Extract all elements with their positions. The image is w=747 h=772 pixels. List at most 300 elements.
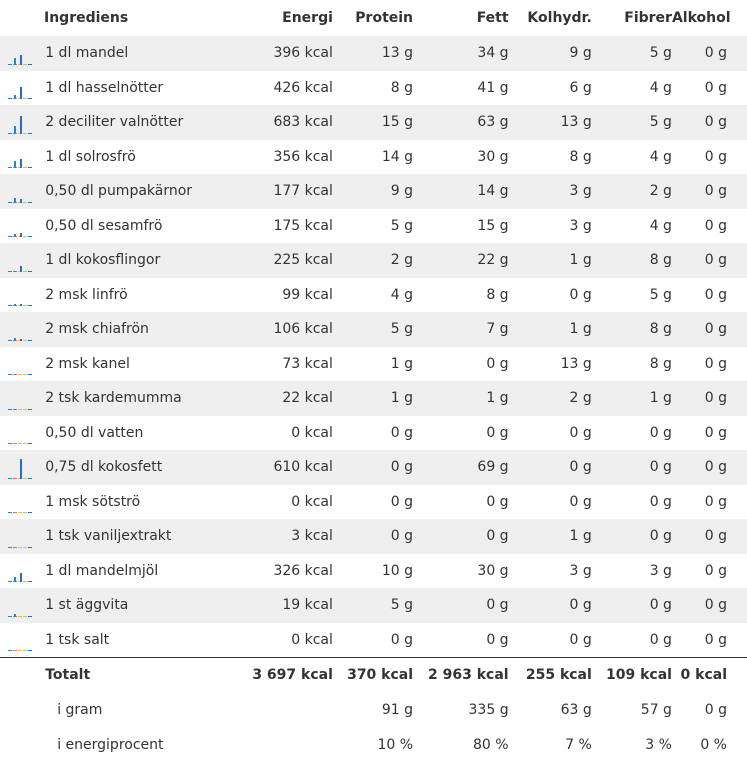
mini-chart-baseline	[23, 305, 27, 306]
percent-alcohol: 0 %	[700, 736, 727, 753]
mini-chart-baseline	[8, 581, 12, 582]
mini-chart-baseline	[18, 616, 22, 617]
percent-fat: 80 %	[473, 736, 509, 753]
table-row[interactable]	[0, 140, 747, 175]
mini-chart-baseline	[23, 271, 27, 272]
protein-bar	[14, 304, 16, 306]
fat-bar	[20, 159, 22, 168]
cell-protein: 8 g	[390, 79, 414, 96]
nutrient-mini-chart	[8, 491, 32, 513]
table-header	[0, 0, 747, 36]
cell-energy: 356 kcal	[273, 148, 333, 165]
cell-carbs: 3 g	[569, 217, 592, 234]
cell-carbs: 2 g	[569, 390, 592, 407]
mini-chart-baseline	[28, 443, 32, 444]
cell-fat: 15 g	[477, 217, 509, 234]
cell-carbs: 1 g	[569, 252, 592, 269]
ingredient-name[interactable]: 1 dl kokosflingor	[45, 252, 161, 269]
cell-alcohol: 0 g	[704, 286, 727, 303]
cell-alcohol: 0 g	[704, 183, 727, 200]
cell-fat: 0 g	[486, 631, 509, 648]
cell-carbs: 13 g	[560, 114, 592, 131]
mini-chart-baseline	[28, 581, 32, 582]
mini-chart-baseline	[23, 340, 27, 341]
mini-chart-baseline	[28, 512, 32, 513]
mini-chart-baseline	[23, 374, 27, 375]
fat-bar	[20, 199, 22, 203]
mini-chart-cell	[0, 588, 45, 623]
mini-chart-baseline	[13, 650, 17, 651]
table-row[interactable]	[0, 347, 747, 382]
nutrient-mini-chart	[8, 629, 32, 651]
mini-chart-baseline	[23, 616, 27, 617]
cell-fiber: 8 g	[649, 252, 672, 269]
header-fat[interactable]: Fett	[476, 10, 509, 26]
cell-energy: 106 kcal	[273, 321, 333, 338]
grams-protein: 91 g	[381, 702, 414, 719]
mini-chart-baseline	[13, 547, 17, 548]
ingredient-name[interactable]: 1 dl mandel	[45, 45, 129, 62]
totals-fiber: 109 kcal	[605, 667, 672, 684]
mini-chart-baseline	[13, 478, 17, 479]
mini-chart-baseline	[18, 443, 22, 444]
grams-fat: 335 g	[468, 702, 509, 719]
cell-alcohol: 0 g	[704, 597, 727, 614]
cell-fat: 30 g	[477, 562, 509, 579]
nutrient-mini-chart	[8, 422, 32, 444]
header-carbs[interactable]: Kolhydr.	[527, 10, 592, 26]
mini-chart-baseline	[28, 236, 32, 237]
mini-chart-baseline	[23, 581, 27, 582]
table-row[interactable]	[0, 71, 747, 106]
cell-energy: 3 kcal	[291, 528, 333, 545]
cell-fiber: 0 g	[649, 459, 672, 476]
cell-fat: 14 g	[477, 183, 509, 200]
cell-energy: 0 kcal	[291, 424, 333, 441]
mini-chart-baseline	[28, 64, 32, 65]
percent-protein: 10 %	[377, 736, 414, 753]
mini-chart-baseline	[23, 547, 27, 548]
cell-alcohol: 0 g	[704, 217, 727, 234]
mini-chart-baseline	[8, 202, 12, 203]
cell-energy: 396 kcal	[273, 45, 333, 62]
protein-bar	[14, 614, 16, 617]
mini-chart-baseline	[28, 409, 32, 410]
cell-fat: 30 g	[477, 148, 509, 165]
ingredient-name[interactable]: 2 msk chiafrön	[45, 321, 149, 338]
totals-carbs: 255 kcal	[525, 667, 592, 684]
cell-fiber: 4 g	[649, 148, 672, 165]
mini-chart-baseline	[23, 167, 27, 168]
cell-protein: 2 g	[390, 252, 414, 269]
header-fiber[interactable]: Fibrer	[624, 10, 672, 26]
table-row[interactable]	[0, 416, 747, 451]
cell-fat: 34 g	[477, 45, 509, 62]
mini-chart-baseline	[8, 547, 12, 548]
cell-carbs: 0 g	[569, 424, 592, 441]
cell-alcohol: 0 g	[704, 355, 727, 372]
fat-bar	[20, 87, 22, 99]
mini-chart-cell	[0, 485, 45, 520]
cell-alcohol: 0 g	[704, 424, 727, 441]
ingredient-name[interactable]: 1 tsk salt	[45, 631, 110, 648]
cell-fiber: 1 g	[649, 390, 672, 407]
cell-alcohol: 0 g	[704, 45, 727, 62]
cell-carbs: 6 g	[569, 79, 592, 96]
cell-protein: 13 g	[381, 45, 414, 62]
cell-fat: 0 g	[486, 424, 509, 441]
nutrient-mini-chart	[8, 77, 32, 99]
cell-fiber: 8 g	[649, 355, 672, 372]
mini-chart-baseline	[28, 478, 32, 479]
mini-chart-baseline	[13, 443, 17, 444]
mini-chart-baseline	[23, 478, 27, 479]
totals-fat: 2 963 kcal	[428, 667, 509, 684]
mini-chart-baseline	[28, 271, 32, 272]
cell-energy: 683 kcal	[273, 114, 333, 131]
mini-chart-baseline	[8, 98, 12, 99]
cell-fat: 1 g	[486, 390, 509, 407]
protein-bar	[14, 577, 16, 582]
mini-chart-baseline	[23, 98, 27, 99]
cell-fat: 0 g	[486, 597, 509, 614]
cell-fat: 41 g	[477, 79, 509, 96]
nutrient-mini-chart	[8, 43, 32, 65]
mini-chart-cell	[0, 209, 45, 244]
protein-bar	[14, 58, 16, 65]
mini-chart-baseline	[23, 64, 27, 65]
ingredient-name[interactable]: 0,50 dl sesamfrö	[45, 217, 163, 234]
cell-fat: 8 g	[486, 286, 509, 303]
mini-chart-cell	[0, 278, 45, 313]
percent-fiber: 3 %	[645, 736, 672, 753]
fat-bar	[20, 55, 22, 65]
cell-fiber: 4 g	[649, 79, 672, 96]
cell-energy: 73 kcal	[282, 355, 333, 372]
mini-chart-baseline	[8, 478, 12, 479]
fat-bar	[20, 266, 22, 272]
protein-bar	[14, 234, 16, 237]
cell-protein: 15 g	[381, 114, 414, 131]
ingredient-name[interactable]: 1 dl mandelmjöl	[45, 562, 159, 579]
table-row[interactable]	[0, 588, 747, 623]
mini-chart-baseline	[28, 167, 32, 168]
cell-alcohol: 0 g	[704, 493, 727, 510]
ingredient-name[interactable]: 0,75 dl kokosfett	[45, 459, 163, 476]
mini-chart-baseline	[8, 409, 12, 410]
cell-energy: 0 kcal	[291, 493, 333, 510]
mini-chart-baseline	[23, 409, 27, 410]
cell-protein: 9 g	[390, 183, 414, 200]
cell-fiber: 5 g	[649, 45, 672, 62]
cell-alcohol: 0 g	[704, 562, 727, 579]
cell-protein: 5 g	[390, 217, 414, 234]
cell-carbs: 0 g	[569, 459, 592, 476]
mini-chart-baseline	[28, 340, 32, 341]
cell-protein: 10 g	[381, 562, 414, 579]
mini-chart-baseline	[28, 650, 32, 651]
mini-chart-cell	[0, 243, 45, 278]
ingredient-name[interactable]: 0,50 dl pumpakärnor	[45, 183, 193, 200]
ingredient-name[interactable]: 1 msk sötströ	[45, 493, 141, 510]
cell-fiber: 5 g	[649, 286, 672, 303]
mini-chart-baseline	[8, 512, 12, 513]
table-footer	[0, 657, 747, 762]
cell-fat: 0 g	[486, 493, 509, 510]
grams-fiber: 57 g	[640, 702, 672, 719]
ingredient-name[interactable]: 2 msk linfrö	[45, 286, 128, 303]
totals-label: Totalt	[45, 667, 91, 684]
cell-carbs: 0 g	[569, 493, 592, 510]
table-row[interactable]	[0, 209, 747, 244]
cell-fiber: 0 g	[649, 631, 672, 648]
ingredient-name[interactable]: 2 tsk kardemumma	[45, 390, 182, 407]
table-row[interactable]	[0, 485, 747, 520]
cell-fiber: 8 g	[649, 321, 672, 338]
cell-carbs: 0 g	[569, 631, 592, 648]
table-row[interactable]	[0, 623, 747, 658]
nutrient-mini-chart	[8, 560, 32, 582]
mini-chart-cell	[0, 519, 45, 554]
mini-chart-cell	[0, 174, 45, 209]
nutrient-mini-chart	[8, 595, 32, 617]
table-row[interactable]	[0, 312, 747, 347]
mini-chart-baseline	[13, 512, 17, 513]
protein-bar	[14, 409, 16, 410]
mini-chart-baseline	[28, 133, 32, 134]
cell-protein: 0 g	[390, 424, 414, 441]
mini-chart-baseline	[23, 443, 27, 444]
mini-chart-baseline	[8, 650, 12, 651]
cell-fiber: 0 g	[649, 424, 672, 441]
mini-chart-baseline	[18, 374, 22, 375]
grams-row	[0, 693, 747, 728]
mini-chart-baseline	[8, 133, 12, 134]
cell-energy: 0 kcal	[291, 631, 333, 648]
protein-bar	[14, 338, 16, 341]
fat-bar	[20, 459, 22, 479]
mini-chart-baseline	[23, 236, 27, 237]
mini-chart-cell	[0, 140, 45, 175]
cell-fiber: 2 g	[649, 183, 672, 200]
cell-carbs: 13 g	[560, 355, 592, 372]
cell-alcohol: 0 g	[704, 148, 727, 165]
mini-chart-baseline	[8, 616, 12, 617]
cell-fat: 0 g	[486, 355, 509, 372]
cell-fiber: 3 g	[649, 562, 672, 579]
cell-protein: 1 g	[390, 355, 414, 372]
percent-carbs: 7 %	[565, 736, 592, 753]
table-row[interactable]	[0, 36, 747, 71]
totals-energy: 3 697 kcal	[252, 667, 333, 684]
mini-chart-baseline	[23, 650, 27, 651]
cell-fat: 69 g	[477, 459, 509, 476]
table-row[interactable]	[0, 278, 747, 313]
mini-chart-cell	[0, 312, 45, 347]
table-row[interactable]	[0, 554, 747, 589]
mini-chart-cell	[0, 381, 45, 416]
totals-alcohol: 0 kcal	[680, 667, 727, 684]
mini-chart-baseline	[28, 547, 32, 548]
cell-fiber: 5 g	[649, 114, 672, 131]
cell-energy: 99 kcal	[282, 286, 333, 303]
mini-chart-cell	[0, 36, 45, 71]
cell-fiber: 4 g	[649, 217, 672, 234]
mini-chart-baseline	[8, 374, 12, 375]
grams-label: i gram	[57, 702, 103, 719]
nutrient-mini-chart	[8, 181, 32, 203]
fat-bar	[20, 233, 22, 237]
cell-alcohol: 0 g	[704, 114, 727, 131]
cell-energy: 426 kcal	[273, 79, 333, 96]
cell-fiber: 0 g	[649, 493, 672, 510]
nutrient-mini-chart	[8, 319, 32, 341]
cell-fiber: 0 g	[649, 597, 672, 614]
table-row[interactable]	[0, 519, 747, 554]
table-row[interactable]	[0, 243, 747, 278]
mini-chart-baseline	[23, 133, 27, 134]
header-ingredients[interactable]: Ingrediens	[44, 10, 129, 26]
cell-energy: 19 kcal	[282, 597, 333, 614]
protein-bar	[14, 126, 16, 134]
ingredient-rows	[0, 36, 747, 657]
grams-alcohol: 0 g	[704, 702, 727, 719]
cell-carbs: 0 g	[569, 597, 592, 614]
mini-chart-cell	[0, 105, 45, 140]
ingredient-name[interactable]: 1 tsk vaniljextrakt	[45, 528, 172, 545]
mini-chart-cell	[0, 554, 45, 589]
mini-chart-baseline	[23, 512, 27, 513]
mini-chart-baseline	[28, 305, 32, 306]
percent-label: i energiprocent	[57, 736, 164, 753]
cell-fat: 22 g	[477, 252, 509, 269]
cell-carbs: 3 g	[569, 562, 592, 579]
fat-bar	[20, 116, 22, 134]
table-row[interactable]	[0, 105, 747, 140]
totals-protein: 370 kcal	[347, 667, 414, 684]
mini-chart-baseline	[18, 547, 22, 548]
cell-carbs: 9 g	[569, 45, 592, 62]
table-row[interactable]	[0, 174, 747, 209]
cell-carbs: 1 g	[569, 321, 592, 338]
cell-protein: 0 g	[390, 459, 414, 476]
cell-alcohol: 0 g	[704, 390, 727, 407]
cell-energy: 177 kcal	[273, 183, 333, 200]
protein-bar	[14, 95, 16, 99]
protein-bar	[14, 271, 16, 272]
cell-alcohol: 0 g	[704, 252, 727, 269]
cell-fat: 63 g	[477, 114, 509, 131]
ingredient-name[interactable]: 1 dl solrosfrö	[45, 148, 136, 165]
cell-protein: 0 g	[390, 528, 414, 545]
protein-bar	[14, 374, 16, 375]
protein-bar	[14, 161, 16, 168]
cell-energy: 326 kcal	[273, 562, 333, 579]
mini-chart-baseline	[8, 305, 12, 306]
cell-energy: 22 kcal	[282, 390, 333, 407]
mini-chart-baseline	[28, 616, 32, 617]
nutrient-mini-chart	[8, 388, 32, 410]
ingredient-name[interactable]: 2 deciliter valnötter	[45, 114, 184, 131]
totals-row	[0, 657, 747, 693]
cell-protein: 5 g	[390, 321, 414, 338]
grams-carbs: 63 g	[560, 702, 592, 719]
header-energy[interactable]: Energi	[282, 10, 333, 26]
percent-row	[0, 728, 747, 763]
mini-chart-cell	[0, 71, 45, 106]
cell-carbs: 3 g	[569, 183, 592, 200]
cell-protein: 5 g	[390, 597, 414, 614]
ingredient-name[interactable]: 1 dl hasselnötter	[45, 79, 164, 96]
mini-chart-baseline	[8, 167, 12, 168]
mini-chart-baseline	[18, 409, 22, 410]
mini-chart-baseline	[8, 64, 12, 65]
mini-chart-baseline	[28, 202, 32, 203]
cell-energy: 610 kcal	[273, 459, 333, 476]
nutrient-mini-chart	[8, 112, 32, 134]
nutrient-mini-chart	[8, 457, 32, 479]
cell-carbs: 8 g	[569, 148, 592, 165]
table-row[interactable]	[0, 450, 747, 485]
mini-chart-baseline	[28, 98, 32, 99]
mini-chart-baseline	[18, 650, 22, 651]
nutrient-mini-chart	[8, 250, 32, 272]
mini-chart-baseline	[8, 443, 12, 444]
cell-protein: 1 g	[390, 390, 414, 407]
mini-chart-baseline	[28, 374, 32, 375]
mini-chart-baseline	[23, 202, 27, 203]
cell-fiber: 0 g	[649, 528, 672, 545]
table-row[interactable]	[0, 381, 747, 416]
fat-bar	[20, 573, 22, 582]
cell-carbs: 0 g	[569, 286, 592, 303]
cell-alcohol: 0 g	[704, 79, 727, 96]
nutrient-mini-chart	[8, 284, 32, 306]
header-alcohol[interactable]: Alkohol	[671, 10, 731, 26]
ingredient-name[interactable]: 0,50 dl vatten	[45, 424, 144, 441]
cell-energy: 175 kcal	[273, 217, 333, 234]
mini-chart-baseline	[18, 512, 22, 513]
nutrient-mini-chart	[8, 526, 32, 548]
cell-fat: 7 g	[486, 321, 509, 338]
mini-chart-baseline	[8, 340, 12, 341]
cell-protein: 0 g	[390, 631, 414, 648]
protein-bar	[14, 198, 16, 203]
cell-protein: 4 g	[390, 286, 414, 303]
nutrient-mini-chart	[8, 215, 32, 237]
cell-fat: 0 g	[486, 528, 509, 545]
cell-alcohol: 0 g	[704, 528, 727, 545]
mini-chart-cell	[0, 450, 45, 485]
cell-alcohol: 0 g	[704, 321, 727, 338]
mini-chart-cell	[0, 347, 45, 382]
mini-chart-cell	[0, 623, 45, 658]
cell-energy: 225 kcal	[273, 252, 333, 269]
cell-protein: 0 g	[390, 493, 414, 510]
mini-chart-baseline	[8, 271, 12, 272]
cell-protein: 14 g	[381, 148, 414, 165]
ingredient-name[interactable]: 1 st äggvita	[45, 597, 129, 614]
cell-carbs: 1 g	[569, 528, 592, 545]
cell-alcohol: 0 g	[704, 631, 727, 648]
ingredient-name[interactable]: 2 msk kanel	[45, 355, 130, 372]
mini-chart-baseline	[8, 236, 12, 237]
mini-chart-cell	[0, 416, 45, 451]
fat-bar	[20, 304, 22, 306]
nutrient-mini-chart	[8, 146, 32, 168]
header-protein[interactable]: Protein	[355, 10, 414, 26]
cell-alcohol: 0 g	[704, 459, 727, 476]
